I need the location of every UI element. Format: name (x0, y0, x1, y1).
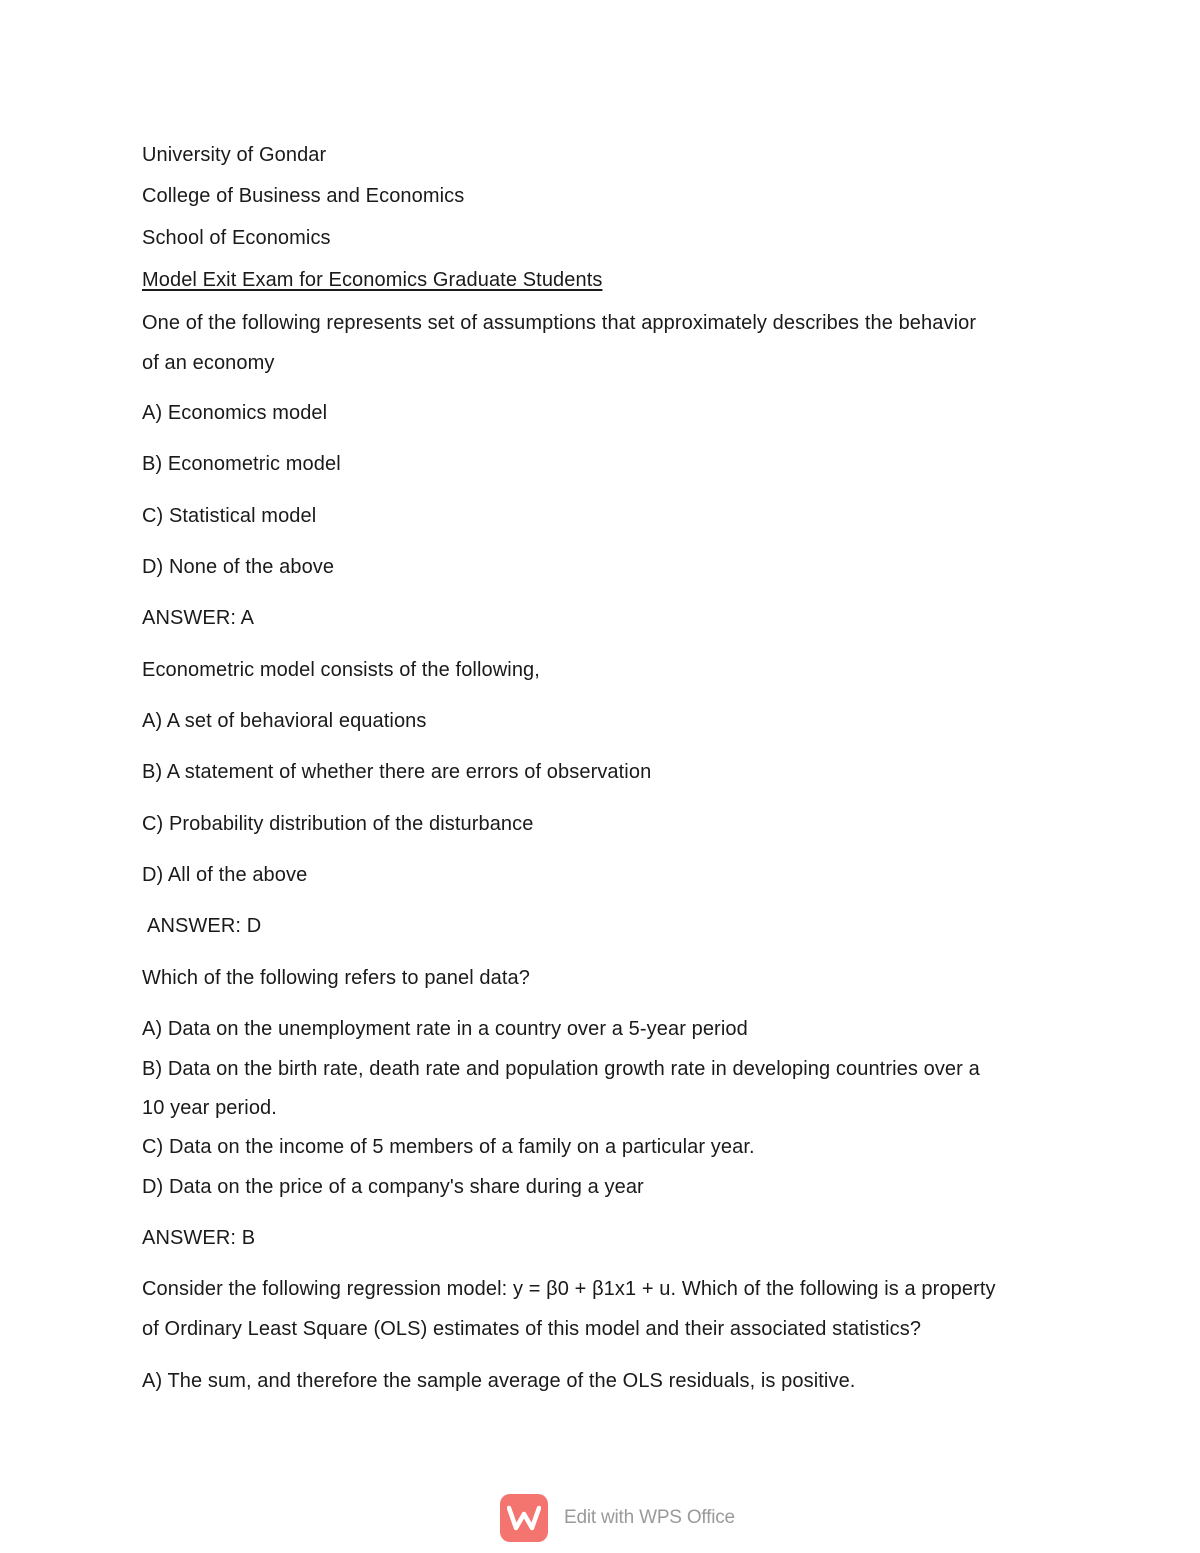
question-2-option-b: B) A statement of whether there are errors of observation (142, 761, 652, 783)
question-2-option-d: D) All of the above (142, 864, 308, 886)
question-4-stem-line-1: Consider the following regression model: y = β0 + β1x1 + u. Which of the following is a property (142, 1278, 996, 1300)
question-1-stem-line-2: of an economy (142, 352, 275, 374)
question-1-option-c: C) Statistical model (142, 505, 317, 527)
question-4-option-a: A) The sum, and therefore the sample average of the OLS residuals, is positive. (142, 1370, 856, 1392)
question-3-option-a: A) Data on the unemployment rate in a country over a 5-year period (142, 1018, 748, 1040)
exam-title: Model Exit Exam for Economics Graduate Students (142, 269, 603, 291)
question-3-option-c: C) Data on the income of 5 members of a family on a particular year. (142, 1136, 755, 1158)
question-3-option-b-line-1: B) Data on the birth rate, death rate and population growth rate in developing countries over a (142, 1058, 980, 1080)
question-1-option-b: B) Econometric model (142, 453, 341, 475)
question-2-option-c: C) Probability distribution of the disturbance (142, 813, 534, 835)
question-1-answer: ANSWER: A (142, 607, 255, 629)
question-4-stem-line-2: of Ordinary Least Square (OLS) estimates of this model and their associated statistics? (142, 1318, 922, 1340)
question-2-stem: Econometric model consists of the following, (142, 659, 540, 681)
wps-edit-text[interactable]: Edit with WPS Office (564, 1507, 735, 1528)
question-3-answer: ANSWER: B (142, 1227, 256, 1249)
question-3-option-b-line-2: 10 year period. (142, 1097, 277, 1119)
wps-edit-banner[interactable] (500, 1494, 735, 1542)
question-3-stem: Which of the following refers to panel data? (142, 967, 530, 989)
school-name: School of Economics (142, 227, 331, 249)
question-1-option-a: A) Economics model (142, 402, 328, 424)
college-name: College of Business and Economics (142, 185, 465, 207)
question-3-option-d: D) Data on the price of a company's share during a year (142, 1176, 644, 1198)
question-1-stem-line-1: One of the following represents set of assumptions that approximately describes the behavior (142, 312, 977, 334)
wps-office-logo-icon (500, 1494, 548, 1542)
question-2-option-a: A) A set of behavioral equations (142, 710, 427, 732)
university-name: University of Gondar (142, 144, 327, 166)
question-2-answer: ANSWER: D (147, 915, 262, 937)
question-1-option-d: D) None of the above (142, 556, 335, 578)
